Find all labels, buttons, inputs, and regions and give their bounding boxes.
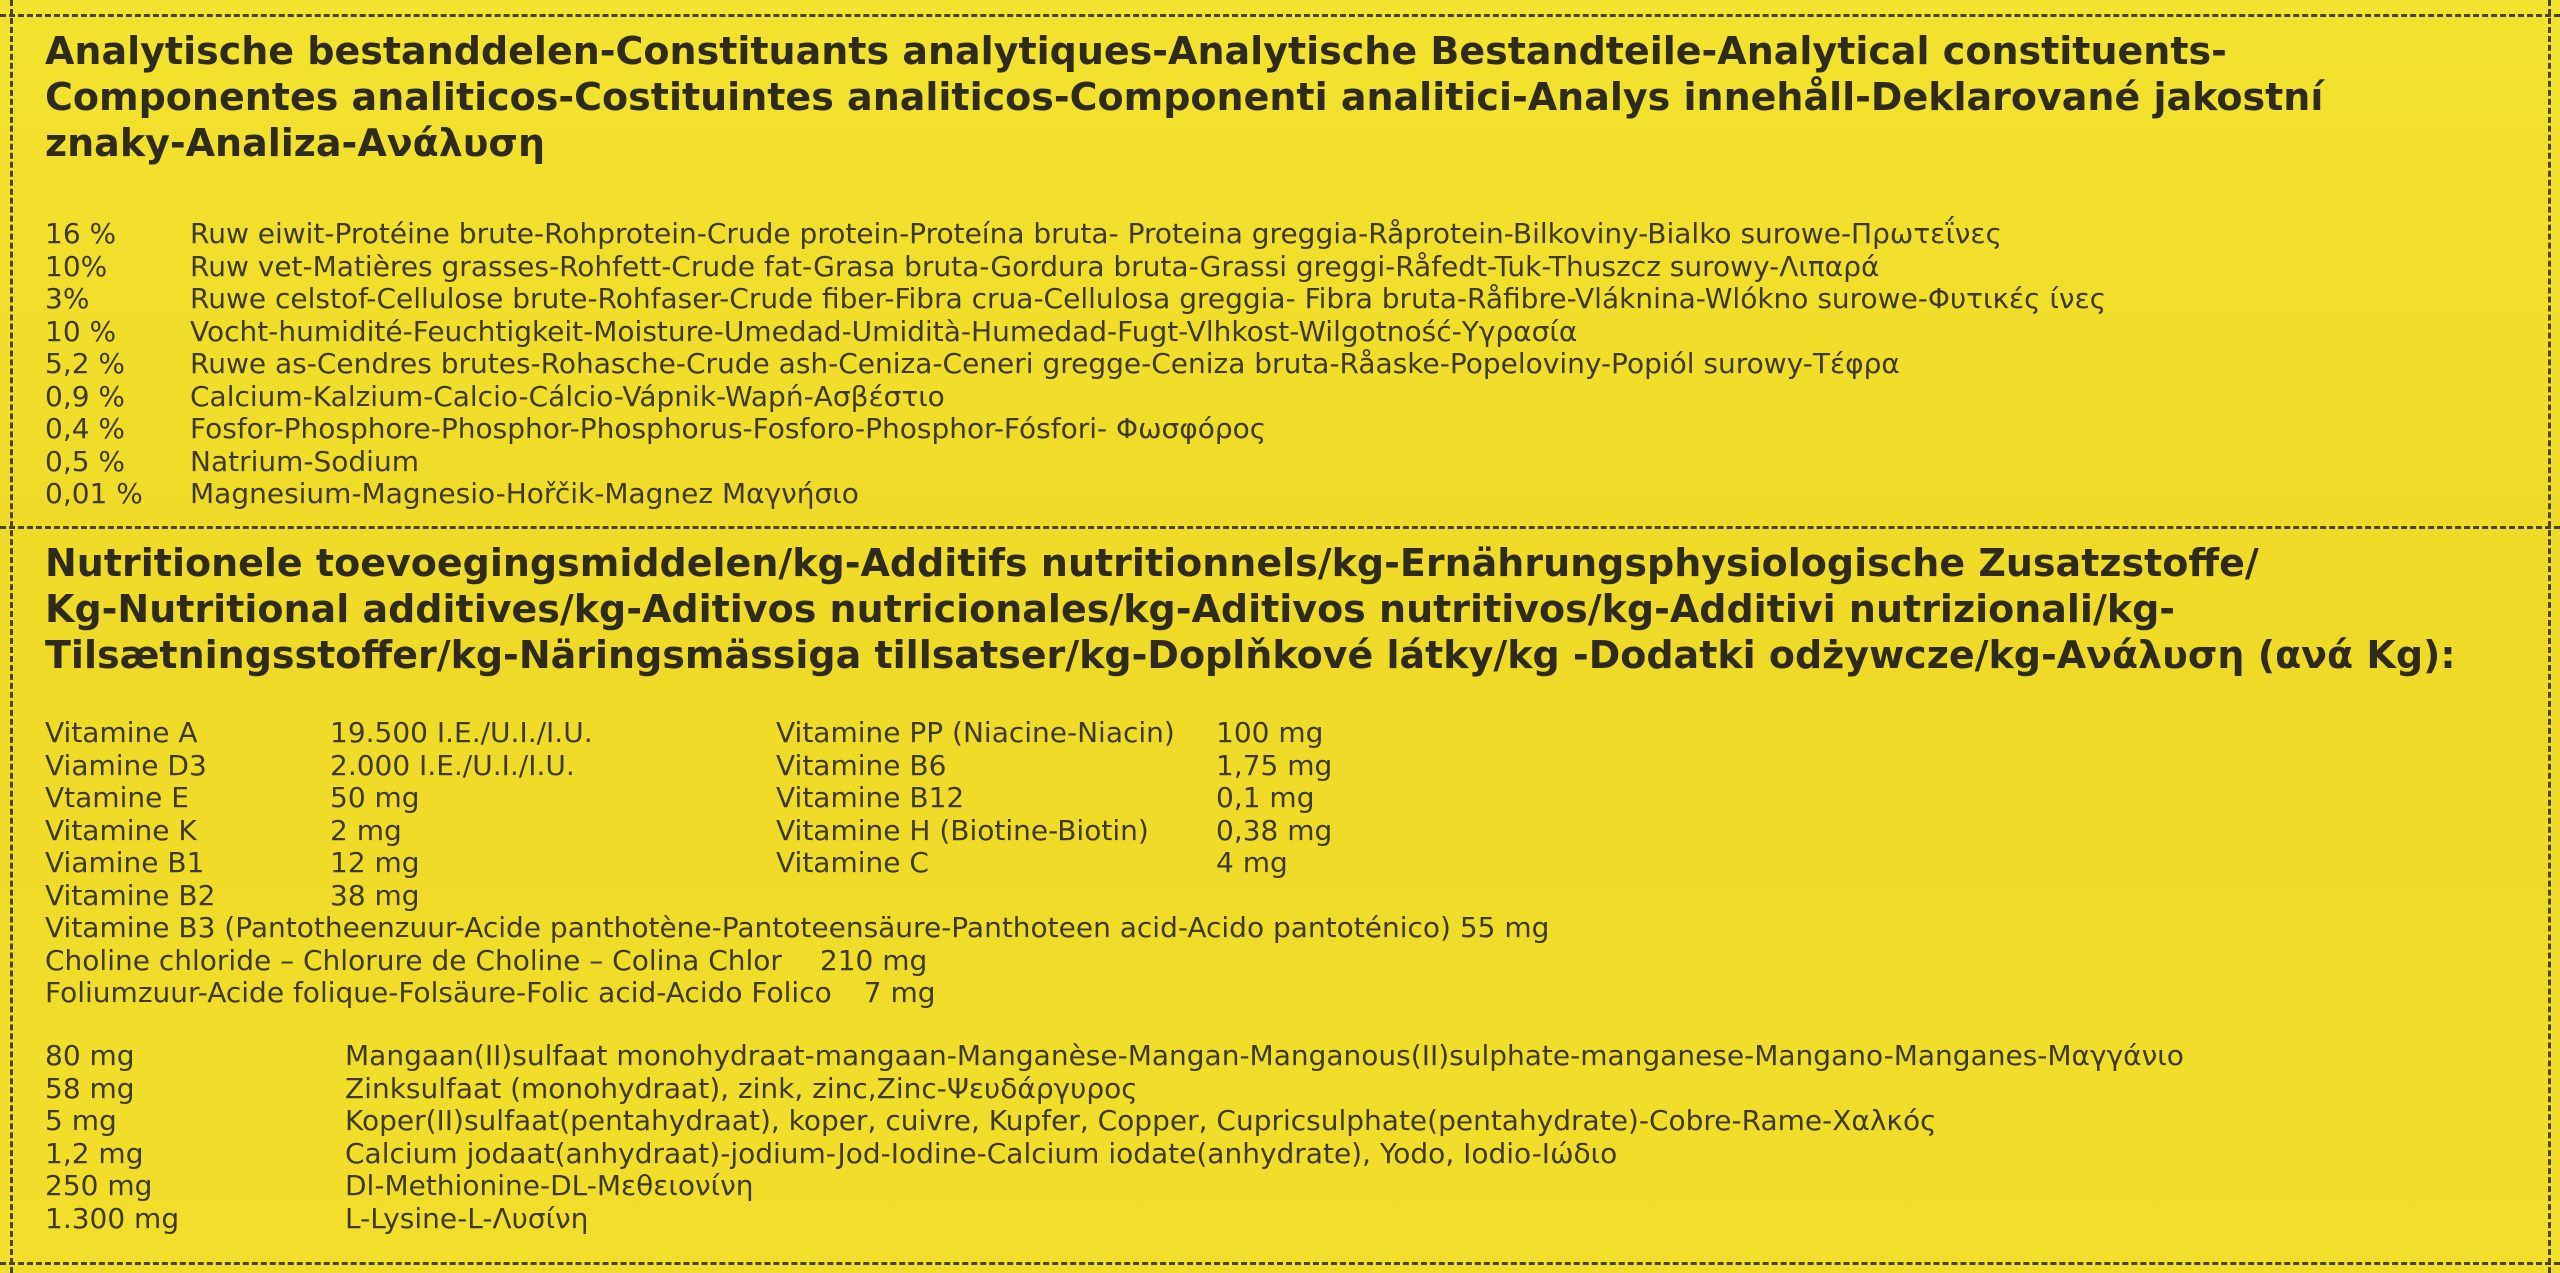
top-dashed-border	[0, 14, 2560, 17]
analytical-value: 10 %	[45, 314, 117, 348]
analytical-label: Vocht-humidité-Feuchtigkeit-Moisture-Umedad-Umidità-Humedad-Fugt-Vlhkost-Wilgotność-Υγρασία	[190, 314, 1578, 348]
folic-amount: 7 mg	[863, 976, 936, 1009]
section-divider	[0, 526, 2560, 529]
mineral-row	[45, 1073, 2184, 1106]
analytical-label: Ruw eiwit-Protéine brute-Rohprotein-Crude protein-Proteína bruta- Proteina greggia-Råprotein-Bilkoviny-Bialko surowe-Πρωτεΐνες	[190, 217, 2003, 250]
analytical-label: Ruw vet-Matières grasses-Rohfett-Crude fat-Grasa bruta-Gordura bruta-Grassi greggi-Råfedt-Tuk-Thuszcz surowy-Λιπαρά	[190, 249, 1880, 283]
analytical-row	[45, 348, 2106, 381]
folic-label: Foliumzuur-Acide folique-Folsäure-Folic acid-Acido Folico	[45, 976, 832, 1009]
analytical-row	[45, 478, 2106, 511]
vitamin-name: Vitamine H (Biotine-Biotin)	[776, 813, 1149, 847]
vitamin-amount	[1216, 880, 1516, 913]
vitamin-name: Viamine D3	[45, 748, 207, 782]
analytical-value: 0,9 %	[45, 379, 126, 413]
mineral-row	[45, 1203, 2184, 1236]
mineral-label: Koper(II)sulfaat(pentahydraat), koper, cuivre, Kupfer, Copper, Cupricsulphate(pentahydrate)-Cobre-Rame-Χαλκός	[345, 1104, 1937, 1137]
heading-line: Kg-Nutritional additives/kg-Aditivos nutricionales/kg-Aditivos nutritivos/kg-Additivi nutrizionali/kg-	[45, 587, 2176, 631]
mineral-amount: 1.300 mg	[45, 1201, 180, 1235]
mineral-amount: 250 mg	[45, 1169, 153, 1202]
vitamin-amount: 38 mg	[330, 878, 420, 912]
heading-line: Analytische bestanddelen-Constituants analytiques-Analytische Bestandteile-Analytical constituents-	[45, 29, 2227, 73]
vitamin-amount: 19.500 I.E./U.I./I.U.	[330, 716, 593, 749]
additives-heading	[45, 540, 2515, 678]
analytical-label: Ruwe celstof-Cellulose brute-Rohfaser-Crude fiber-Fibra crua-Cellulosa greggia- Fibra bruta-Råfibre-Vláknina-Wlókno surowe-Φυτικές ίνες	[190, 282, 2107, 315]
vitamin-name: Vitamine B12	[776, 781, 965, 814]
vitamin-amount: 2 mg	[330, 813, 402, 847]
analytical-row	[45, 251, 2106, 284]
minerals-list	[45, 1040, 2184, 1235]
heading-line: Componentes analiticos-Costituintes analiticos-Componenti analitici-Analys innehåll-Deklarované jakostní	[45, 75, 2324, 119]
vitamin-name	[776, 880, 1216, 913]
analytical-list	[45, 218, 2106, 511]
vitamin-name: Vitamine PP (Niacine-Niacin)	[776, 716, 1175, 749]
analytical-value: 0,4 %	[45, 412, 126, 445]
left-dashed-border	[10, 0, 13, 1273]
right-dashed-border	[2548, 0, 2551, 1273]
analytical-label: Ruwe as-Cendres brutes-Rohasche-Crude ash-Ceniza-Ceneri gregge-Ceniza bruta-Råaske-Popeloviny-Popiól surowy-Τέφρα	[190, 347, 1900, 380]
mineral-row	[45, 1138, 2184, 1171]
mineral-amount: 1,2 mg	[45, 1136, 144, 1170]
choline-label: Choline chloride – Chlorure de Choline – Colina Chlor	[45, 943, 782, 977]
vitamin-b3-line: Vitamine B3 (Pantotheenzuur-Acide panthotène-Pantoteensäure-Panthoteen acid-Acido pantoténico) 55 mg	[45, 911, 1550, 944]
analytical-value: 3%	[45, 282, 90, 315]
vitamin-amount: 12 mg	[330, 846, 420, 879]
analytical-value: 5,2 %	[45, 347, 126, 380]
vitamin-amount: 2.000 I.E./U.I./I.U.	[330, 748, 575, 782]
bottom-dashed-border	[0, 1262, 2560, 1265]
vitamin-amount: 4 mg	[1216, 846, 1288, 879]
mineral-amount: 80 mg	[45, 1039, 135, 1072]
vitamin-name: Vitamine C	[776, 846, 929, 879]
mineral-amount: 58 mg	[45, 1071, 135, 1105]
choline-line	[45, 945, 1549, 978]
vitamin-amount: 0,38 mg	[1216, 813, 1333, 847]
analytical-value: 0,01 %	[45, 477, 143, 510]
folic-line	[45, 977, 1549, 1010]
vitamin-amount: 0,1 mg	[1216, 781, 1315, 814]
vitamin-name: Vitamine A	[45, 716, 198, 749]
analytical-value: 16 %	[45, 217, 117, 250]
analytical-label: Magnesium-Magnesio-Hořčik-Magnez Μαγνήσιο	[190, 477, 859, 510]
vitamin-name: Vitamine B6	[776, 748, 947, 782]
mineral-row	[45, 1105, 2184, 1138]
analytical-row	[45, 381, 2106, 414]
mineral-label: Zinksulfaat (monohydraat), zink, zinc,Zinc-Ψευδάργυρος	[345, 1071, 1138, 1105]
vitamin-amount: 100 mg	[1216, 716, 1324, 749]
analytical-row	[45, 413, 2106, 446]
mineral-label: Mangaan(II)sulfaat monohydraat-mangaan-Manganèse-Mangan-Manganous(II)sulphate-manganese-Mangano-Manganes-Μαγγάνιο	[345, 1039, 2184, 1072]
heading-line: znaky-Analiza-Ανάλυση	[45, 121, 546, 165]
vitamin-amount: 1,75 mg	[1216, 748, 1333, 782]
mineral-label: Dl-Methionine-DL-Μεθειονίνη	[345, 1169, 754, 1202]
analytical-row	[45, 316, 2106, 349]
vitamin-amount: 50 mg	[330, 781, 420, 814]
vitamin-table	[45, 717, 1549, 912]
analytical-row	[45, 283, 2106, 316]
mineral-row	[45, 1040, 2184, 1073]
analytical-label: Natrium-Sodium	[190, 444, 419, 478]
analytical-label: Calcium-Kalzium-Calcio-Cálcio-Vápnik-Wapń-Ασβέστιο	[190, 379, 945, 413]
analytical-value: 10%	[45, 249, 108, 283]
heading-line: Tilsætningsstoffer/kg-Näringsmässiga tillsatser/kg-Doplňkové látky/kg -Dodatki odżywcze/kg-Ανάλυση (ανά Kg):	[45, 633, 2456, 677]
vitamin-name: Vitamine K	[45, 813, 197, 847]
vitamins-block	[45, 717, 1549, 1010]
analytical-row	[45, 446, 2106, 479]
analytical-value: 0,5 %	[45, 444, 126, 478]
choline-amount: 210 mg	[819, 943, 928, 977]
vitamin-name: Vtamine E	[45, 781, 189, 814]
analytical-heading	[45, 28, 2515, 166]
analytical-label: Fosfor-Phosphore-Phosphor-Phosphorus-Fosforo-Phosphor-Fósfori- Φωσφόρος	[190, 412, 1267, 445]
vitamin-name: Viamine B1	[45, 846, 205, 879]
mineral-amount: 5 mg	[45, 1104, 117, 1137]
mineral-label: L-Lysine-L-Λυσίνη	[345, 1201, 589, 1235]
analytical-row	[45, 218, 2106, 251]
vitamin-name: Vitamine B2	[45, 878, 216, 912]
mineral-row	[45, 1170, 2184, 1203]
mineral-label: Calcium jodaat(anhydraat)-jodium-Jod-Iodine-Calcium iodate(anhydrate), Yodo, Iodio-Ιώδιο	[345, 1136, 1618, 1170]
heading-line: Nutritionele toevoegingsmiddelen/kg-Additifs nutritionnels/kg-Ernährungsphysiologische Zusatzstoffe/	[45, 541, 2259, 585]
